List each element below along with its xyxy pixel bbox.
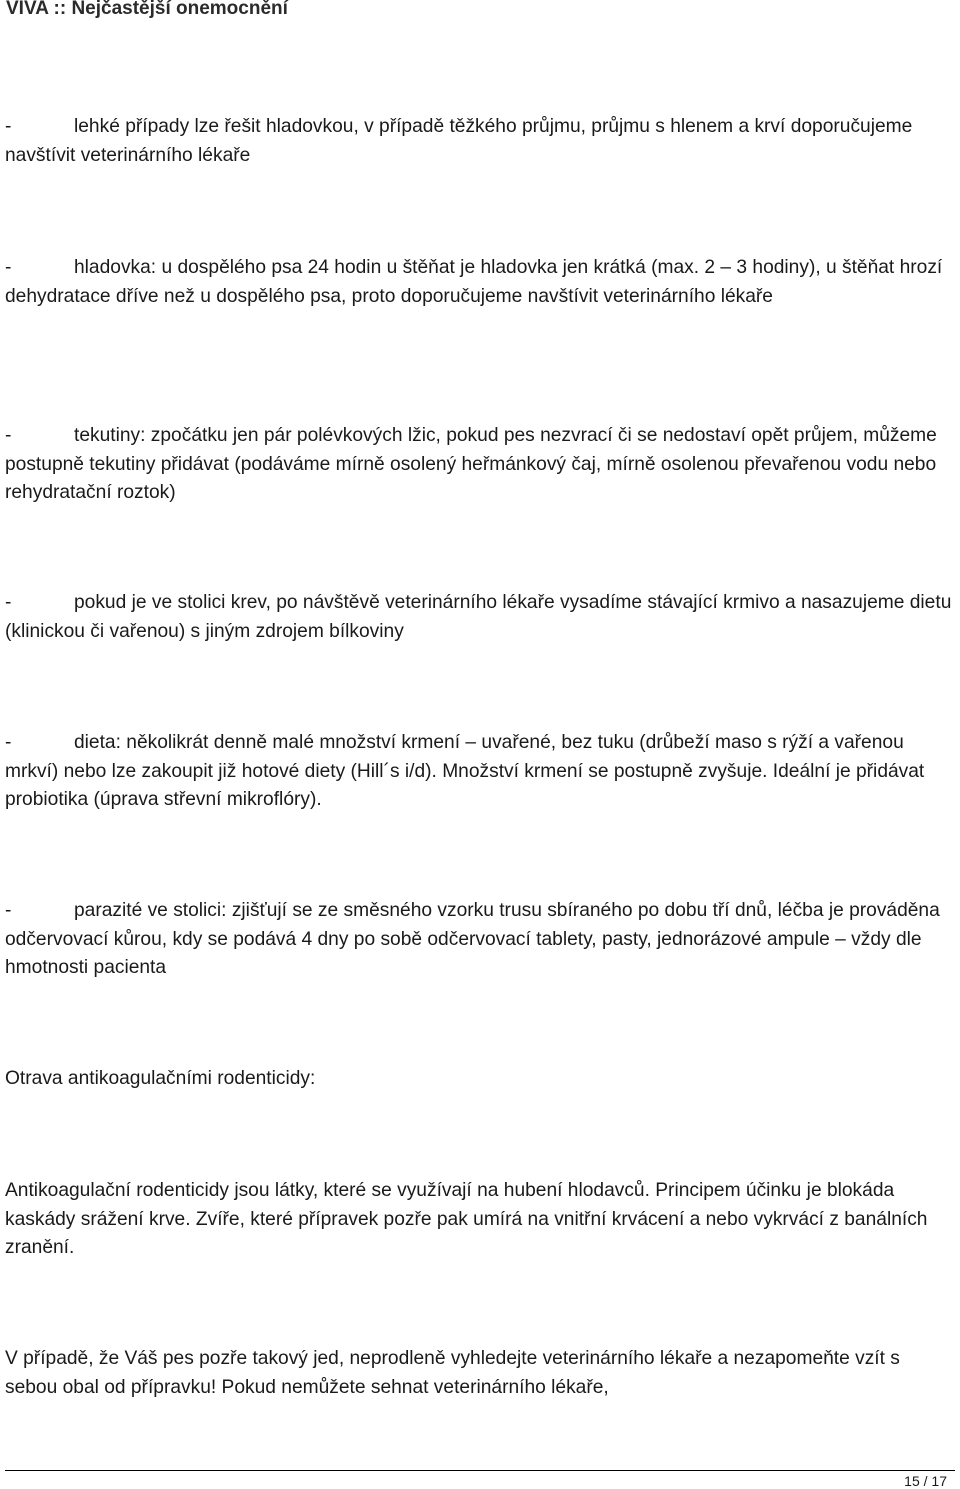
list-dash: - (5, 592, 12, 613)
list-item-text: hladovka: u dospělého psa 24 hodin u štěňat je hladovka jen krátká (max. 2 – 3 hodiny), u štěňat hrozí dehydratace dříve než u dospělého psa, proto doporučujeme navštívit veterinárního lékaře (5, 257, 943, 307)
list-item-text: tekutiny: zpočátku jen pár polévkových lžic, pokud pes nezvrací či se nedostaví opět průjem, můžeme postupně tekutiny přidávat (podáváme mírně osolený heřmánkový čaj, mírně osolenou převařenou vodu nebo rehydratační roztok) (5, 425, 937, 503)
list-item (5, 589, 955, 646)
page-header-title: VIVA :: Nejčastější onemocnění (6, 0, 288, 19)
footer-divider (5, 1470, 955, 1471)
list-item (5, 254, 955, 311)
list-item (5, 897, 955, 983)
list-dash: - (5, 900, 12, 921)
list-item-text: parazité ve stolici: zjišťují se ze směsného vzorku trusu sbíraného po dobu tří dnů, léčba je prováděna odčervovací kůrou, kdy se podává 4 dny po sobě odčervovací tablety, pasty, jednorázové ampule – vždy dle hmotnosti pacienta (5, 900, 940, 978)
list-dash: - (5, 257, 12, 278)
section-heading: Otrava antikoagulačními rodenticidy: (5, 1068, 316, 1089)
list-dash: - (5, 732, 12, 753)
list-item-text: dieta: několikrát denně malé množství krmení – uvařené, bez tuku (drůbeží maso s rýží a vařenou mrkví) nebo lze zakoupit již hotové diety (Hill´s i/d). Množství krmení se postupně zvyšuje. Ideální je přidávat probiotika (úprava střevní mikroflóry). (5, 732, 925, 810)
list-dash: - (5, 116, 12, 137)
page-number: 15 / 17 (904, 1473, 947, 1489)
paragraph: Antikoagulační rodenticidy jsou látky, které se využívají na hubení hlodavců. Principem účinku je blokáda kaskády srážení krve. Zvíře, které přípravek pozře pak umírá na vnitřní krvácení a nebo vykrvácí z banálních zranění. (5, 1180, 928, 1258)
list-item (5, 113, 955, 170)
list-item (5, 729, 955, 815)
list-item (5, 422, 955, 508)
list-item-text: lehké případy lze řešit hladovkou, v případě těžkého průjmu, průjmu s hlenem a krví doporučujeme navštívit veterinárního lékaře (5, 116, 913, 166)
paragraph: V případě, že Váš pes pozře takový jed, neprodleně vyhledejte veterinárního lékaře a nezapomeňte vzít s sebou obal od přípravku! Pokud nemůžete sehnat veterinárního lékaře, (5, 1348, 900, 1398)
list-dash: - (5, 425, 12, 446)
list-item-text: pokud je ve stolici krev, po návštěvě veterinárního lékaře vysadíme stávající krmivo a nasazujeme dietu (klinickou či vařenou) s jiným zdrojem bílkoviny (5, 592, 952, 642)
